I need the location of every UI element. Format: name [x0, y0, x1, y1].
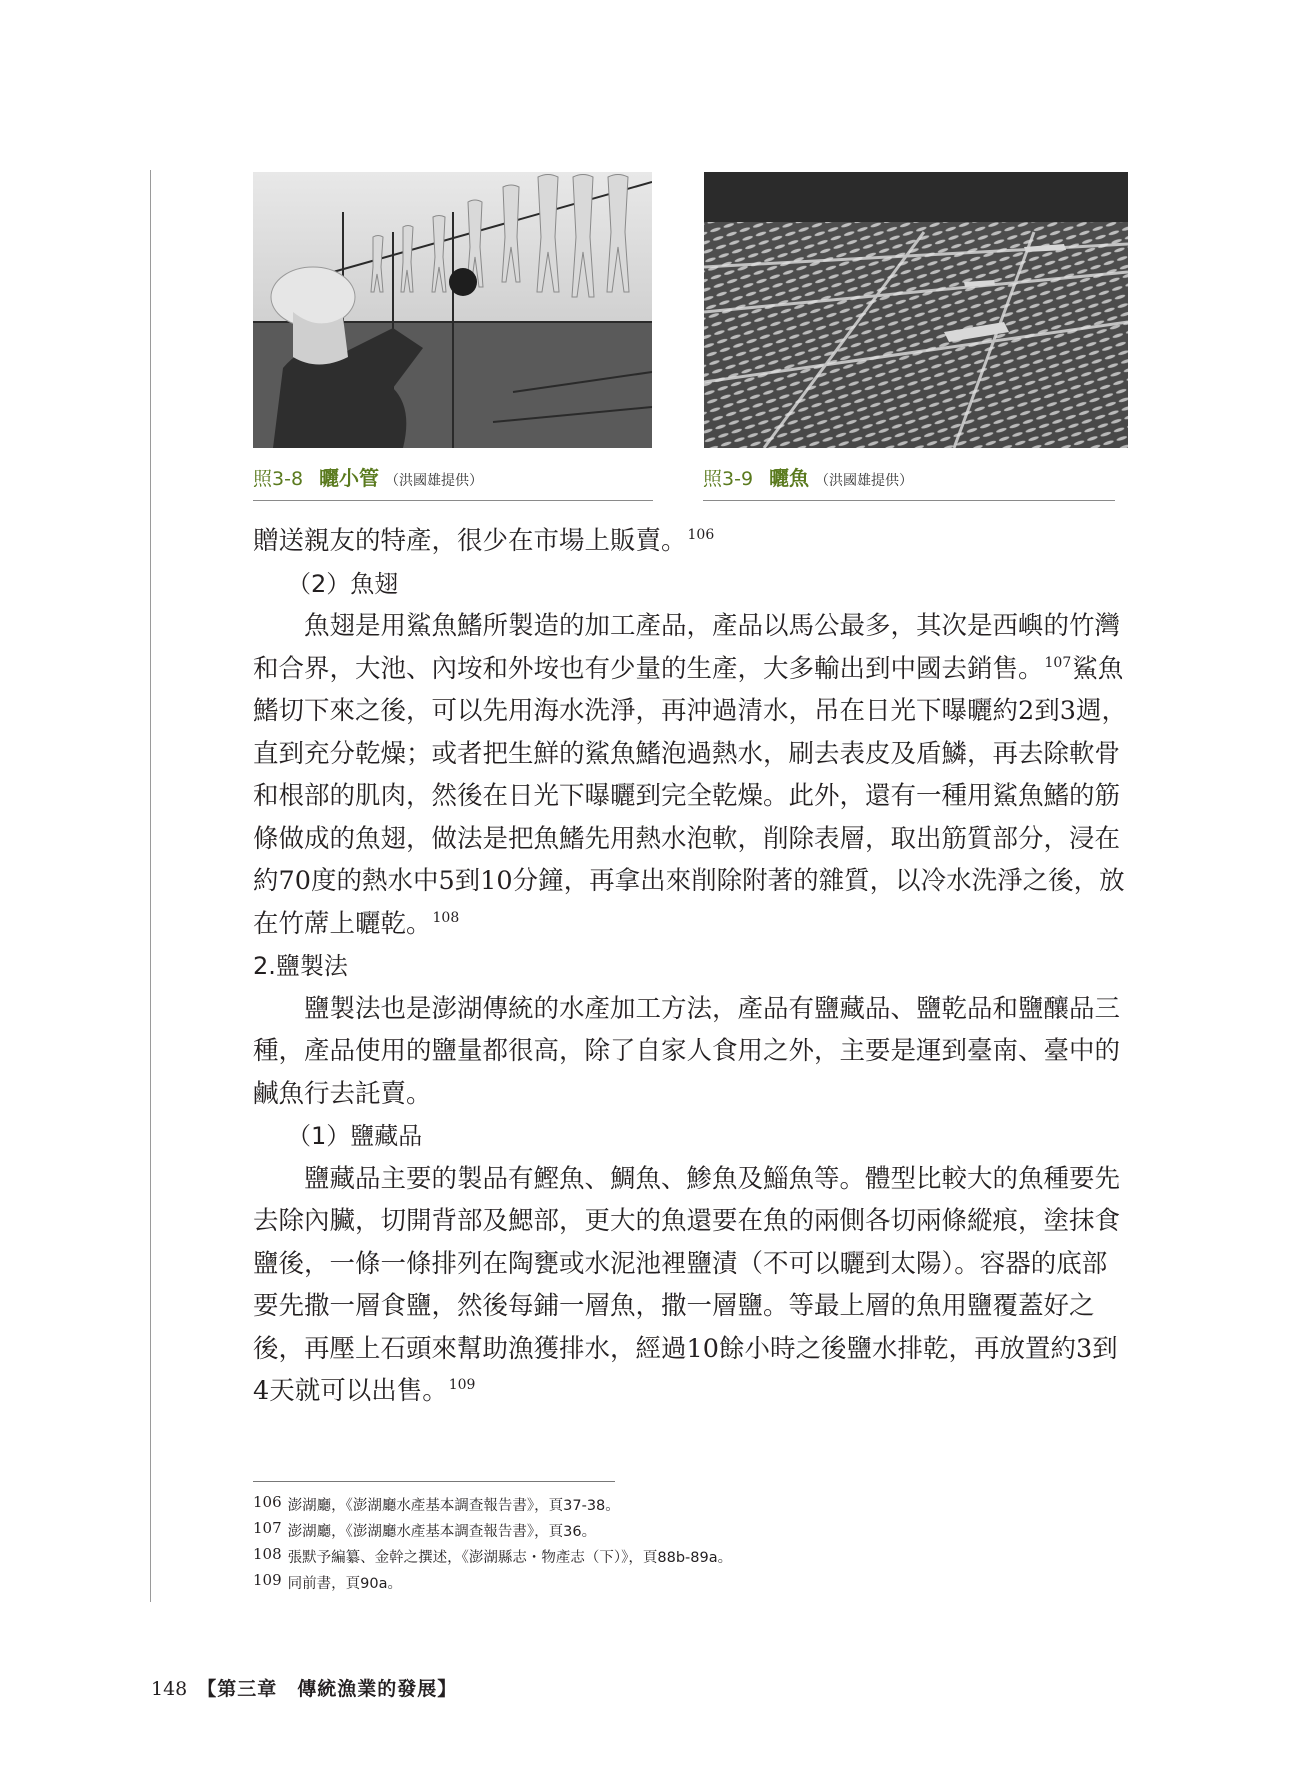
caption-rule	[253, 500, 653, 501]
figure-caption	[253, 462, 483, 491]
section-heading-salt: 2.鹽製法	[253, 952, 348, 980]
footnote: 107 澎湖廳，《澎湖廳水產基本調查報告書》，頁36。	[253, 1519, 597, 1540]
figure-number: 照3-8	[253, 468, 304, 490]
footnotes	[253, 1493, 1133, 1597]
footnote-ref: 106	[687, 527, 715, 543]
footnote: 108 張默予編纂、金幹之撰述，《澎湖縣志・物產志（下）》，頁88b-89a。	[253, 1545, 733, 1566]
page-footer	[151, 1674, 457, 1701]
fish-drying-field-photo	[704, 172, 1128, 448]
footnote-ref: 107	[1044, 654, 1072, 671]
squid-drying-photo	[253, 172, 652, 448]
paragraph: 鹽藏品主要的製品有鰹魚、鯛魚、鯵魚及鯔魚等。體型比較大的魚種要先去除內臟，切開背部及鰓部，更大的魚還要在魚的兩側各切兩條縱痕，塗抹食鹽後，一條一條排列在陶甕或水泥池裡鹽漬（不可以曬到太陽）。容器的底部要先撒一層食鹽，然後每鋪一層魚，撒一層鹽。等最上層的魚用鹽覆蓋好之後，再壓上石頭來幫助漁獲排水，經過10餘小時之後鹽水排乾，再放置約3到4天就可以出售。$^{109}$	[253, 1163, 1121, 1406]
section-heading-salted: （1）鹽藏品	[287, 1122, 423, 1150]
figure-title: 曬魚	[769, 466, 810, 490]
caption-rule	[703, 500, 1115, 501]
paragraph: 鹽製法也是澎湖傳統的水產加工方法，產品有鹽藏品、鹽乾品和鹽釀品三種，產品使用的鹽量都很高，除了自家人食用之外，主要是運到臺南、臺中的鹹魚行去託賣。	[253, 993, 1121, 1109]
figure-title: 曬小管	[319, 466, 380, 490]
figure-credit: （洪國雄提供）	[815, 473, 914, 489]
chapter-title: 【第三章 傳統漁業的發展】	[197, 1678, 458, 1700]
footnote-rule	[253, 1481, 615, 1482]
figure-caption	[703, 462, 913, 491]
page-number: 148	[151, 1678, 188, 1700]
margin-rule	[150, 170, 151, 1602]
body-text	[253, 520, 1131, 1413]
footnote: 109 同前書，頁90a。	[253, 1571, 402, 1592]
figure-number: 照3-9	[703, 468, 754, 490]
footnote-ref: 108	[432, 909, 460, 926]
footnote-ref: 109	[448, 1377, 476, 1393]
paragraph: 魚翅是用鯊魚鰭所製造的加工產品，產品以馬公最多，其次是西嶼的竹灣和合界，大池、內垵和外垵也有少量的生產，大多輸出到中國去銷售。$^{107}$鯊魚鰭切下來之後，可以先用海水洗淨，再沖過清水，吊在日光下曝曬約2到3週，直到充分乾燥；或者把生鮮的鯊魚鰭泡過熱水，刷去表皮及盾鱗，再去除軟骨和根部的肌肉，然後在日光下曝曬到完全乾燥。此外，還有一種用鯊魚鰭的筋條做成的魚翅，做法是把魚鰭先用熱水泡軟，削除表層，取出筋質部分，浸在約70度的熱水中5到10分鐘，再拿出來削除附著的雜質，以冷水洗淨之後，放在竹蓆上曬乾。$^{108}$	[253, 611, 1127, 939]
footnote: 106 澎湖廳，《澎湖廳水產基本調查報告書》，頁37-38。	[253, 1493, 620, 1514]
figure-credit: （洪國雄提供）	[385, 473, 484, 489]
section-heading-fin: （2）魚翅	[287, 569, 399, 598]
paragraph: 贈送親友的特產，很少在市場上販賣。$^{106}$	[253, 526, 715, 556]
